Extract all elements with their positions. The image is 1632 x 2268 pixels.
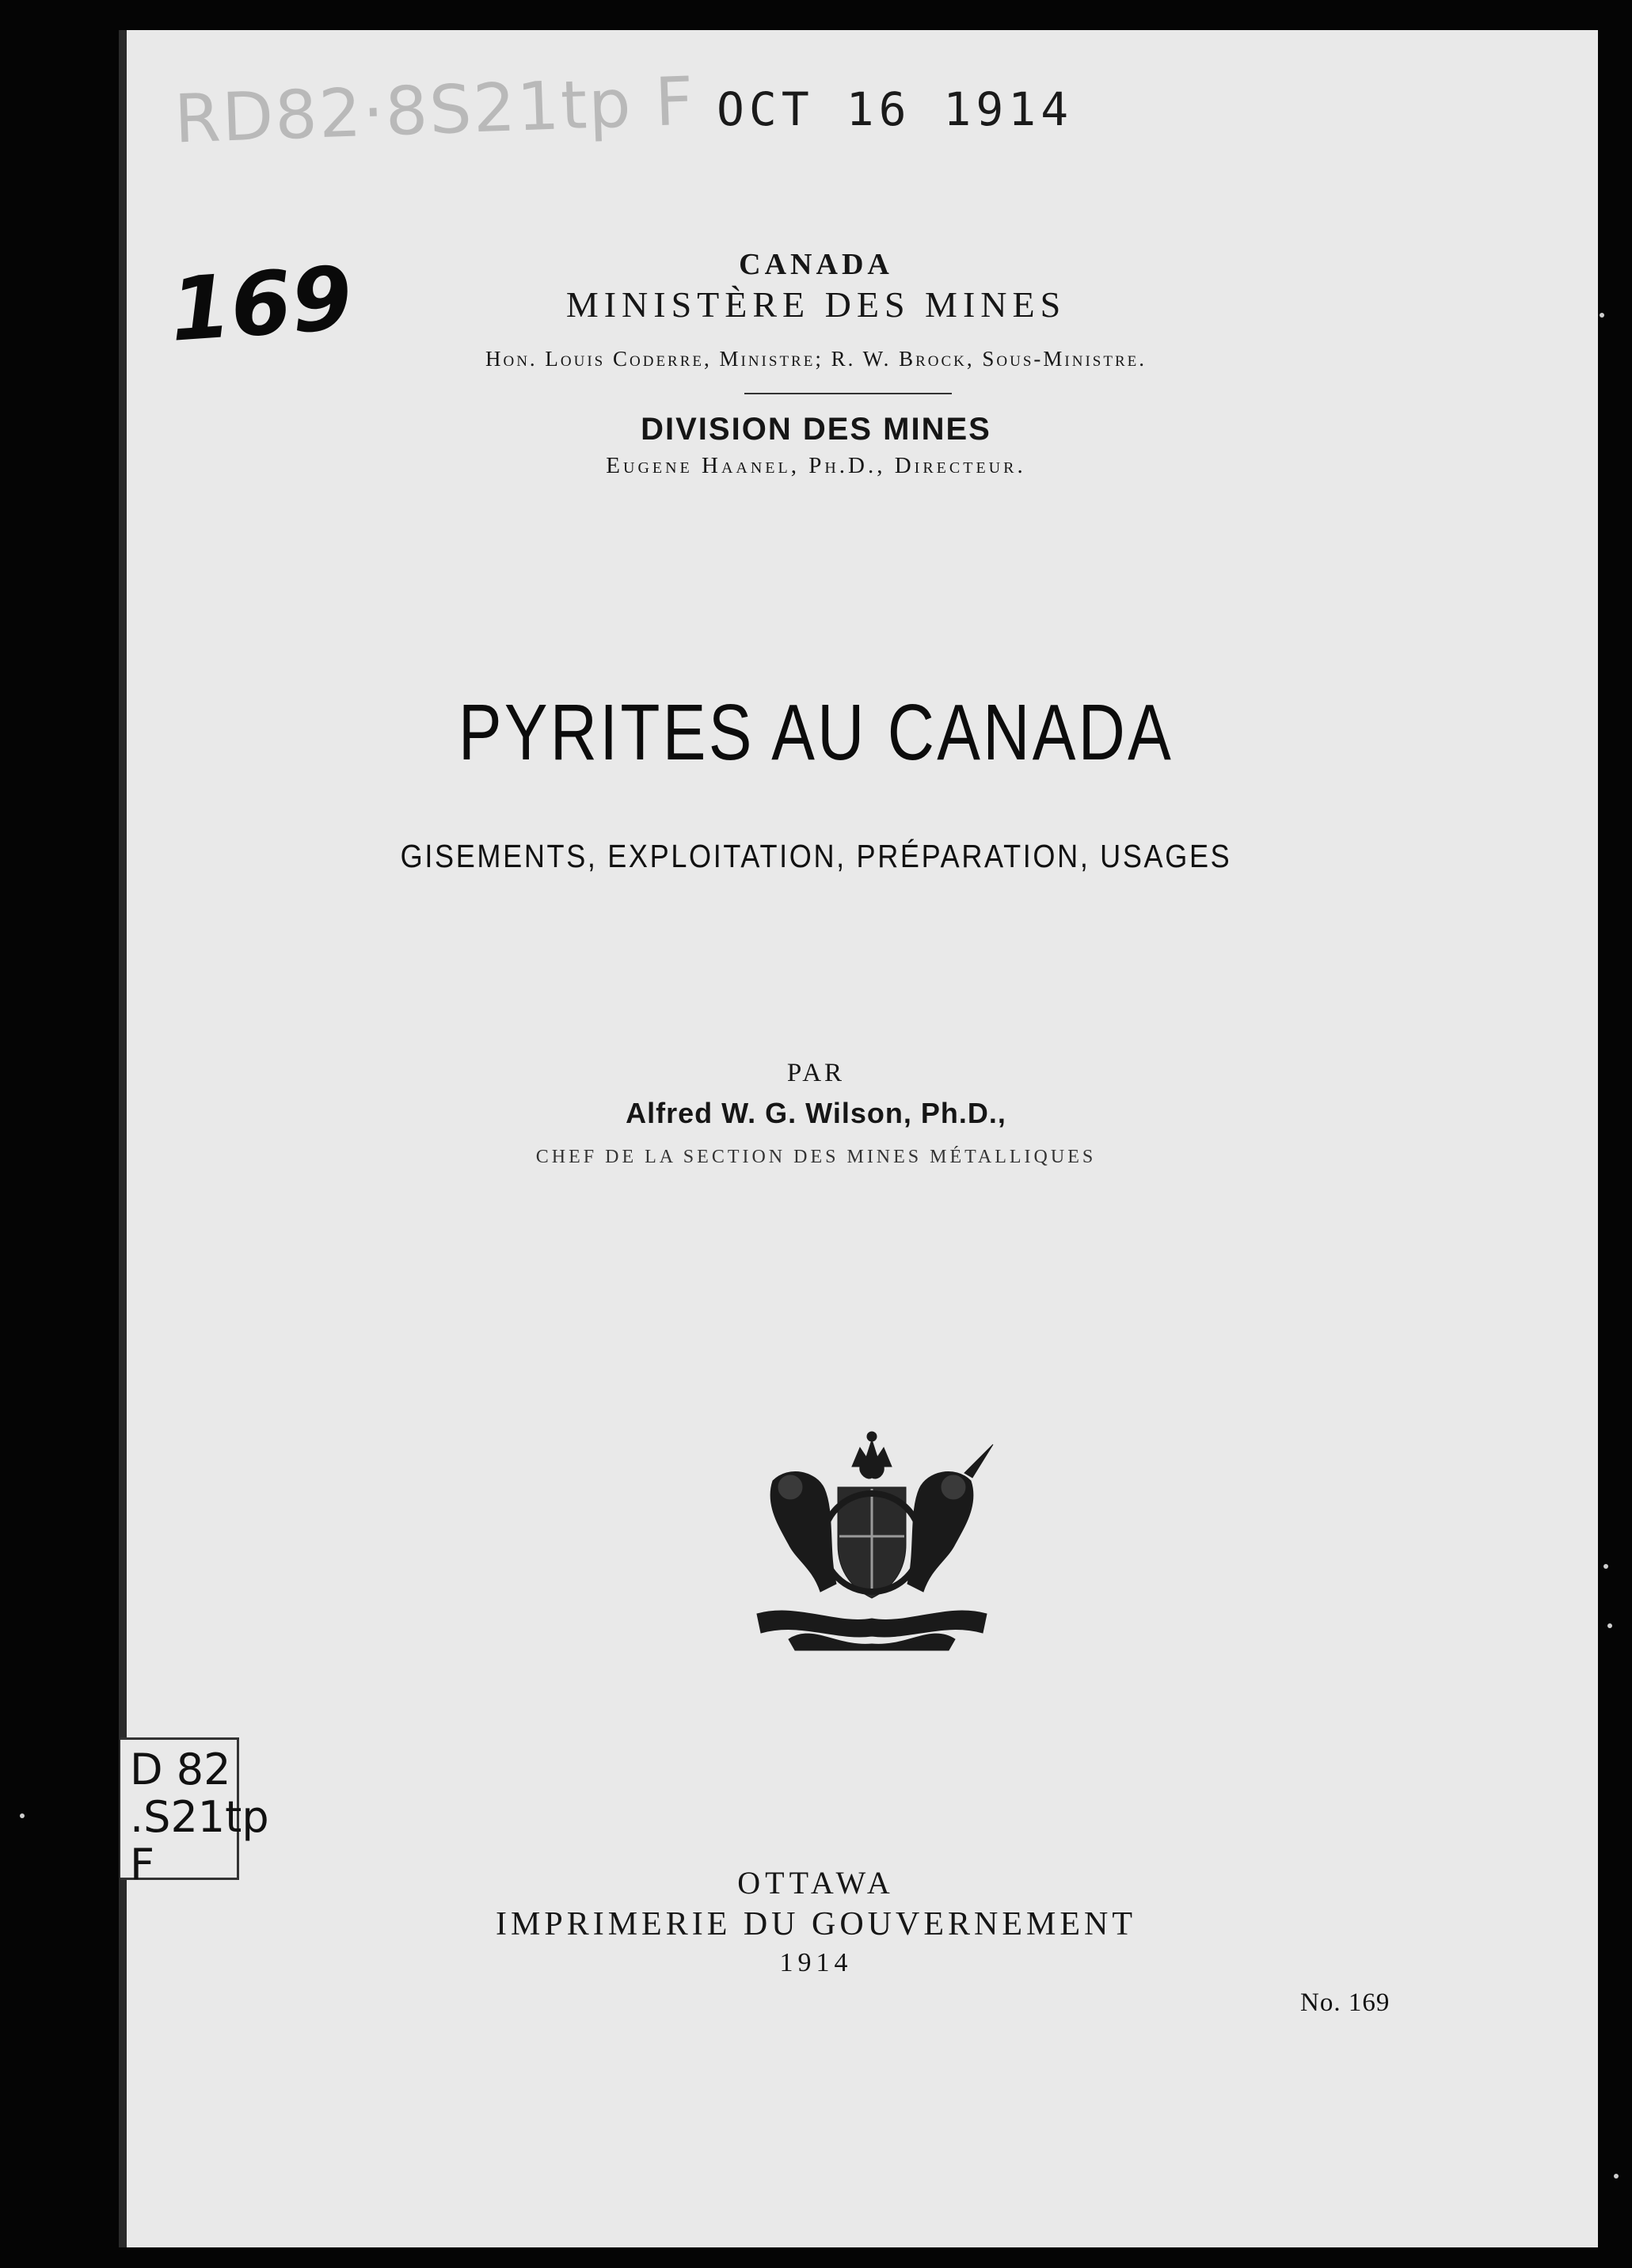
author-name: Alfred W. G. Wilson, Ph.D., bbox=[626, 1097, 1006, 1129]
call-number-line: D 82 bbox=[130, 1745, 231, 1794]
faded-call-number-stamp: RD82·8S21tp F bbox=[173, 62, 697, 158]
royal-coat-of-arms-icon bbox=[741, 1425, 1002, 1655]
document-title: PYRITES AU CANADA bbox=[458, 688, 1174, 777]
call-number-line: F bbox=[130, 1840, 155, 1889]
by-label: PAR bbox=[786, 1059, 846, 1087]
imprint-year: 1914 bbox=[779, 1948, 853, 1977]
ministry-heading: MINISTÈRE DES MINES bbox=[565, 284, 1067, 325]
publication-number: No. 169 bbox=[1300, 1988, 1390, 2017]
dust-speck bbox=[1607, 1623, 1612, 1628]
divider bbox=[744, 393, 952, 394]
country-heading: CANADA bbox=[739, 248, 893, 281]
handwritten-number: 169 bbox=[166, 247, 356, 361]
received-date-stamp: OCT 16 1914 bbox=[717, 82, 1074, 136]
imprint-printer: IMPRIMERIE DU GOUVERNEMENT bbox=[496, 1906, 1136, 1943]
call-number-line: .S21tp bbox=[130, 1792, 269, 1842]
division-heading: DIVISION DES MINES bbox=[641, 412, 991, 447]
dust-speck bbox=[1603, 1564, 1608, 1569]
document-subtitle: GISEMENTS, EXPLOITATION, PRÉPARATION, USAGES bbox=[400, 838, 1232, 874]
dust-speck bbox=[1614, 2174, 1619, 2179]
dust-speck bbox=[20, 1813, 25, 1818]
officials-line: Hon. Louis Coderre, Ministre; R. W. Brock, Sous-Ministre. bbox=[485, 347, 1147, 371]
director-line: Eugene Haanel, Ph.D., Directeur. bbox=[606, 453, 1026, 478]
imprint-city: OTTAWA bbox=[737, 1865, 895, 1901]
author-position: CHEF DE LA SECTION DES MINES MÉTALLIQUES bbox=[535, 1147, 1097, 1167]
